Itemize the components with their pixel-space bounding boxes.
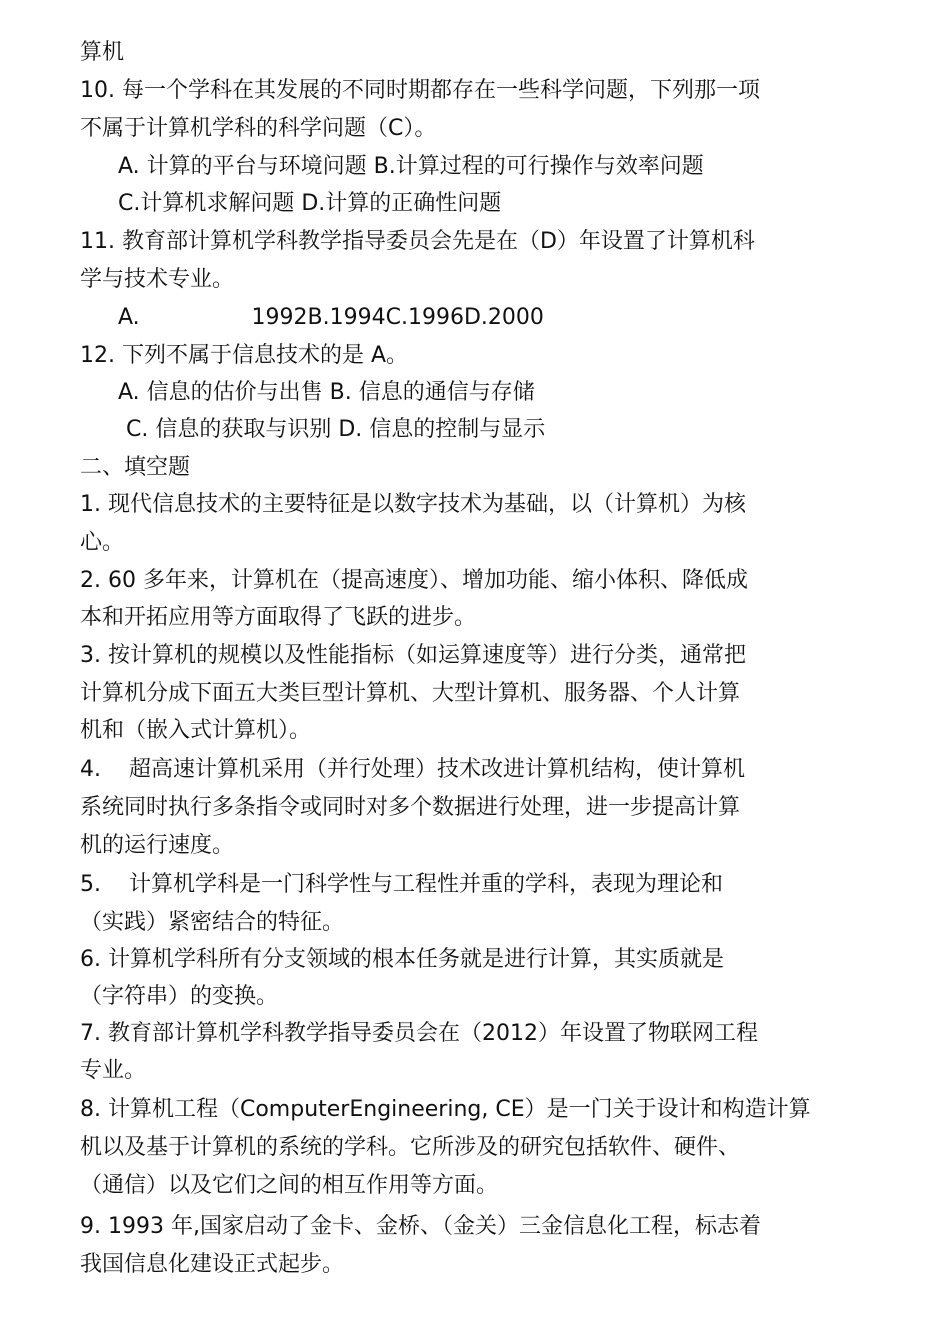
fill-8-line-3: （通信）以及它们之间的相互作用等方面。 bbox=[80, 1173, 499, 1198]
fill-8-line-2: 机以及基于计算机的系统的学科。它所涉及的研究包括软件、硬件、 bbox=[80, 1135, 741, 1160]
question-11-options: A. 1992B.1994C.1996D.2000 bbox=[118, 305, 544, 330]
text-line: 算机 bbox=[80, 40, 125, 65]
question-12-line-1: 12. 下列不属于信息技术的是 A。 bbox=[80, 343, 409, 368]
question-12-options-cd: C. 信息的获取与识别 D. 信息的控制与显示 bbox=[126, 417, 546, 442]
question-11-line-1: 11. 教育部计算机学科教学指导委员会先是在（D）年设置了计算机科 bbox=[80, 229, 755, 254]
question-10-options-ab: A. 计算的平台与环境问题 B.计算过程的可行操作与效率问题 bbox=[118, 154, 704, 179]
section-heading: 二、填空题 bbox=[80, 455, 191, 480]
question-10-line-2: 不属于计算机学科的科学问题（C）。 bbox=[80, 116, 437, 141]
fill-2-line-1: 2. 60 多年来，计算机在（提高速度）、增加功能、缩小体积、降低成 bbox=[80, 568, 748, 593]
fill-4-line-1: 4. 超高速计算机采用（并行处理）技术改进计算机结构，使计算机 bbox=[80, 757, 745, 782]
fill-5-line-2: （实践）紧密结合的特征。 bbox=[80, 910, 345, 935]
fill-6-line-1: 6. 计算机学科所有分支领域的根本任务就是进行计算，其实质就是 bbox=[80, 947, 724, 972]
fill-7-line-1: 7. 教育部计算机学科教学指导委员会在（2012）年设置了物联网工程 bbox=[80, 1021, 758, 1046]
fill-3-line-2: 计算机分成下面五大类巨型计算机、大型计算机、服务器、个人计算 bbox=[80, 681, 741, 706]
fill-5-line-1: 5. 计算机学科是一门科学性与工程性并重的学科，表现为理论和 bbox=[80, 872, 723, 897]
question-10-options-cd: C.计算机求解问题 D.计算的正确性问题 bbox=[118, 191, 502, 216]
fill-4-line-3: 机的运行速度。 bbox=[80, 833, 235, 858]
fill-7-line-2: 专业。 bbox=[80, 1058, 147, 1083]
fill-9-line-1: 9. 1993 年,国家启动了金卡、金桥、（金关）三金信息化工程，标志着 bbox=[80, 1214, 761, 1239]
fill-8-line-1: 8. 计算机工程（ComputerEngineering, CE）是一门关于设计和构造计算 bbox=[80, 1097, 811, 1122]
question-11-line-2: 学与技术专业。 bbox=[80, 267, 235, 292]
fill-6-line-2: （字符串）的变换。 bbox=[80, 984, 279, 1009]
question-10-line-1: 10. 每一个学科在其发展的不同时期都存在一些科学问题，下列那一项 bbox=[80, 78, 760, 103]
fill-3-line-3: 机和（嵌入式计算机）。 bbox=[80, 718, 312, 743]
fill-4-line-2: 系统同时执行多条指令或同时对多个数据进行处理，进一步提高计算 bbox=[80, 795, 741, 820]
question-12-options-ab: A. 信息的估价与出售 B. 信息的通信与存储 bbox=[118, 380, 535, 405]
fill-1-line-1: 1. 现代信息技术的主要特征是以数字技术为基础，以（计算机）为核 bbox=[80, 492, 746, 517]
fill-2-line-2: 本和开拓应用等方面取得了飞跃的进步。 bbox=[80, 605, 477, 630]
fill-9-line-2: 我国信息化建设正式起步。 bbox=[80, 1252, 345, 1277]
fill-1-line-2: 心。 bbox=[80, 530, 125, 555]
fill-3-line-1: 3. 按计算机的规模以及性能指标（如运算速度等）进行分类，通常把 bbox=[80, 643, 746, 668]
